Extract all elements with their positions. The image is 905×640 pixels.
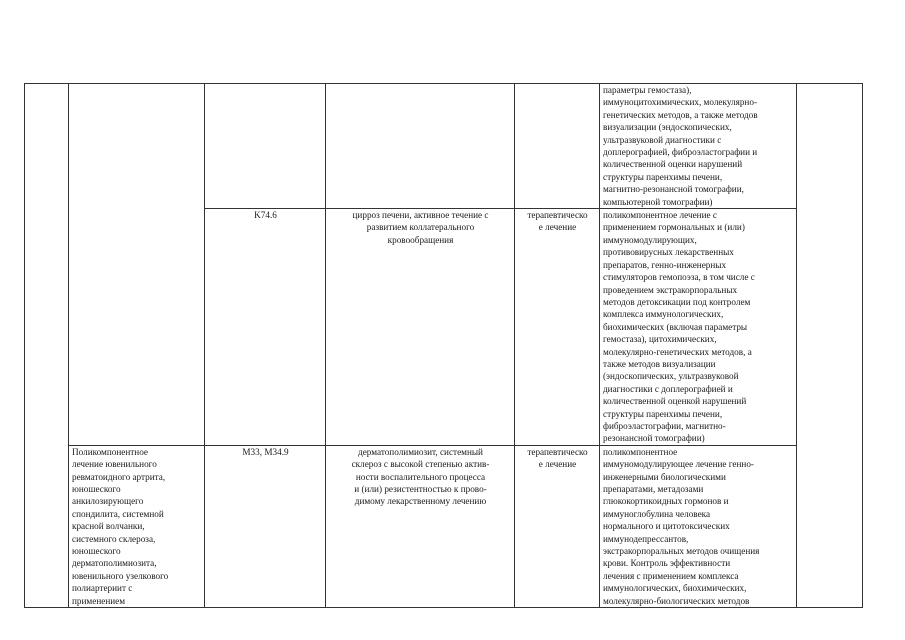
diagnosis-cell: цирроз печени, активное течение с развитием коллатерального кровообращения (326, 209, 515, 446)
section-cell: Поликомпонентное лечение ювенильного ревматоидного артрита, юношеского анкилозирующего спондилита, системной красной волчанки, системного склероза, юношеского дерматополимиозита, ювенильного узелкового полиартериит с применением (69, 445, 205, 607)
extra-cell (797, 84, 863, 608)
code-cell: K74.6 (205, 209, 326, 446)
therapy-cell: терапевтическо е лечение (515, 209, 600, 446)
code-cell: M33, M34.9 (205, 445, 326, 607)
code-cell (205, 84, 326, 209)
method-cell: поликомпонентное лечение с применением гормональных и (или) иммуномодулирующих, противовирусных лекарственных препаратов, генно-инженерных стимуляторов гемопоэза, в том числе с проведением экстракорпоральных методов детоксикации под контролем комплекса иммунологических, биохимических (включая параметры гемостаза), цитохимических, молекулярно-генетических методов, а также методов визуализации (эндоскопических, ультразвуковой диагностики с доплерографией и количественной оценкой нарушений структуры паренхимы печени, фиброэластографии, магнитно- резонансной томографии) (600, 209, 797, 446)
diagnosis-cell (326, 84, 515, 209)
table-row (25, 84, 863, 209)
diagnosis-cell: дерматополимиозит, системный склероз с высокой степенью актив- ности воспалительного процесса и (или) резистентностью к прово- димому лекарственному лечению (326, 445, 515, 607)
therapy-cell: терапевтическо е лечение (515, 445, 600, 607)
table-row (25, 445, 863, 607)
therapy-cell (515, 84, 600, 209)
method-cell: поликомпонентное иммуномодулирующее лечение генно- инженерными биологическими препаратами, метадозами глюкокортикоидных гормонов и иммуноглобулина человека нормального и цитотоксических иммунодепрессантов, экстракорпоральных методов очищения крови. Контроль эффективности лечения с применением комплекса иммунологических, биохимических, молекулярно-биологических методов (600, 445, 797, 607)
number-cell (25, 84, 69, 608)
treatment-table (24, 83, 863, 608)
method-cell: параметры гемостаза), иммуноцитохимических, молекулярно- генетических методов, а также методов визуализации (эндоскопических, ультразвуковой диагностики с доплерографией, фиброэластографии и количественной оценки нарушений структуры паренхимы печени, магнитно-резонансной томографии, компьютерной томографии) (600, 84, 797, 209)
section-cell (69, 84, 205, 446)
